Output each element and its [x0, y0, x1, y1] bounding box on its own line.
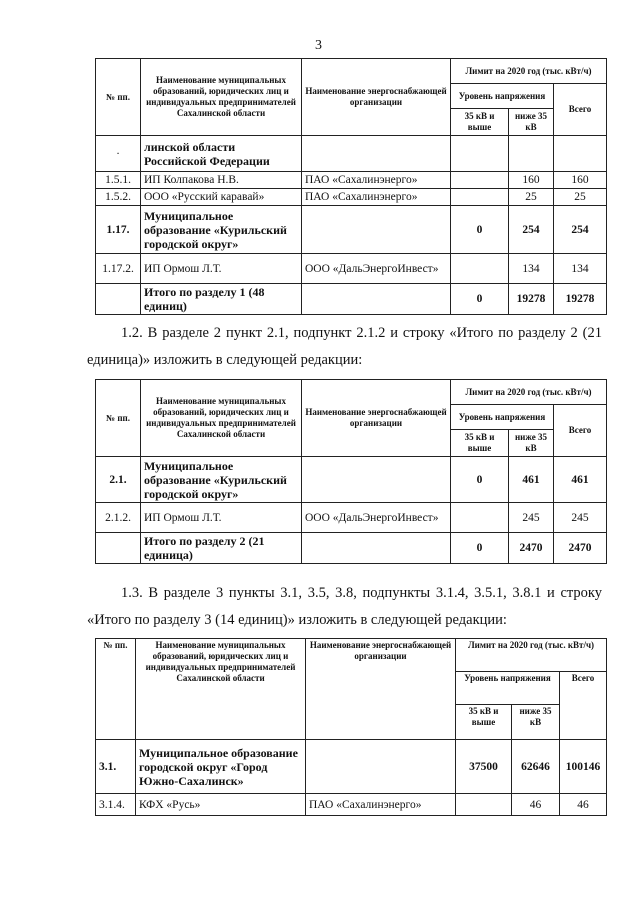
table-row: 2.1.2. ИП Ормош Л.Т. ООО «ДальЭнергоИнвест» 245 245 — [96, 503, 607, 533]
header-above: 35 кВ и выше — [451, 109, 509, 136]
table-row: 3.1.4. КФХ «Русь» ПАО «Сахалинэнерго» 46 46 — [96, 794, 607, 816]
table-row: Итого по разделу 1 (48 единиц) 0 19278 19278 — [96, 284, 607, 315]
header-below: ниже 35 кВ — [509, 109, 554, 136]
table-row: 3.1. Муниципальное образование городской округ «Город Южно-Сахалинск» 37500 62646 100146 — [96, 740, 607, 794]
table-row: 1.17. Муниципальное образование «Курильский городской округ» 0 254 254 — [96, 206, 607, 254]
header-limit: Лимит на 2020 год (тыс. кВт/ч) — [451, 59, 607, 84]
table-header-row — [96, 59, 607, 84]
header-total: Всего — [554, 84, 607, 136]
table-row: 1.17.2. ИП Ормош Л.Т. ООО «ДальЭнергоИнвест» 134 134 — [96, 254, 607, 284]
header-name: Наименование муниципальных образований, юридических лиц и индивидуальных предпринимателей Сахалинской области — [141, 59, 302, 136]
table-row: 1.5.2. ООО «Русский каравай» ПАО «Сахалинэнерго» 25 25 — [96, 189, 607, 206]
table-row: Итого по разделу 2 (21 единица) 0 2470 2470 — [96, 533, 607, 564]
table-header-row: № пп. Наименование муниципальных образований, юридических лиц и индивидуальных предпринимателей Сахалинской области Наименование энергоснабжающей организации Лимит на 2020 год (тыс. кВт/ч) — [96, 639, 607, 672]
limits-table-section-2: № пп. Наименование муниципальных образований, юридических лиц и индивидуальных предпринимателей Сахалинской области Наименование энергоснабжающей организации Лимит на 2020 год (тыс. кВт/ч) Уровень напряжения Всего 35 кВ и выше ниже 35 кВ 2.1. Муниципальное образование «Курильский городской округ» 0 461 461 2.1.2. ИП Ормош Л.Т. ООО «ДальЭнергоИнвест» 245 245 Итого по разделу 2 (21 единица) 0 2470 2470 — [95, 379, 607, 564]
page-number: 3 — [315, 38, 322, 53]
table-row: · линской области Российской Федерации — [96, 136, 607, 172]
paragraph-1-3: 1.3. В разделе 3 пункты 3.1, 3.5, 3.8, подпункты 3.1.4, 3.5.1, 3.8.1 и строку «Итого по разделу 3 (14 единиц)» изложить в следующей редакции: — [87, 585, 602, 628]
table-header-row: № пп. Наименование муниципальных образований, юридических лиц и индивидуальных предпринимателей Сахалинской области Наименование энергоснабжающей организации Лимит на 2020 год (тыс. кВт/ч) — [96, 380, 607, 405]
limits-table-section-1 — [95, 58, 607, 315]
header-num: № пп. — [96, 59, 141, 136]
table-row: 2.1. Муниципальное образование «Курильский городской округ» 0 461 461 — [96, 457, 607, 503]
header-voltage: Уровень напряжения — [451, 84, 554, 109]
paragraph-1-2: 1.2. В разделе 2 пункт 2.1, подпункт 2.1.2 и строку «Итого по разделу 2 (21 единица)» изложить в следующей редакции: — [87, 325, 602, 368]
limits-table-section-3: № пп. Наименование муниципальных образований, юридических лиц и индивидуальных предпринимателей Сахалинской области Наименование энергоснабжающей организации Лимит на 2020 год (тыс. кВт/ч) Уровень напряжения Всего 35 кВ и выше ниже 35 кВ 3.1. Муниципальное образование городской округ «Город Южно-Сахалинск» 37500 62646 100146 3.1.4. КФХ «Русь» ПАО «Сахалинэнерго» 46 46 — [95, 638, 607, 816]
header-org: Наименование энергоснабжающей организации — [302, 59, 451, 136]
table-row: 1.5.1. ИП Колпакова Н.В. ПАО «Сахалинэнерго» 160 160 — [96, 172, 607, 189]
